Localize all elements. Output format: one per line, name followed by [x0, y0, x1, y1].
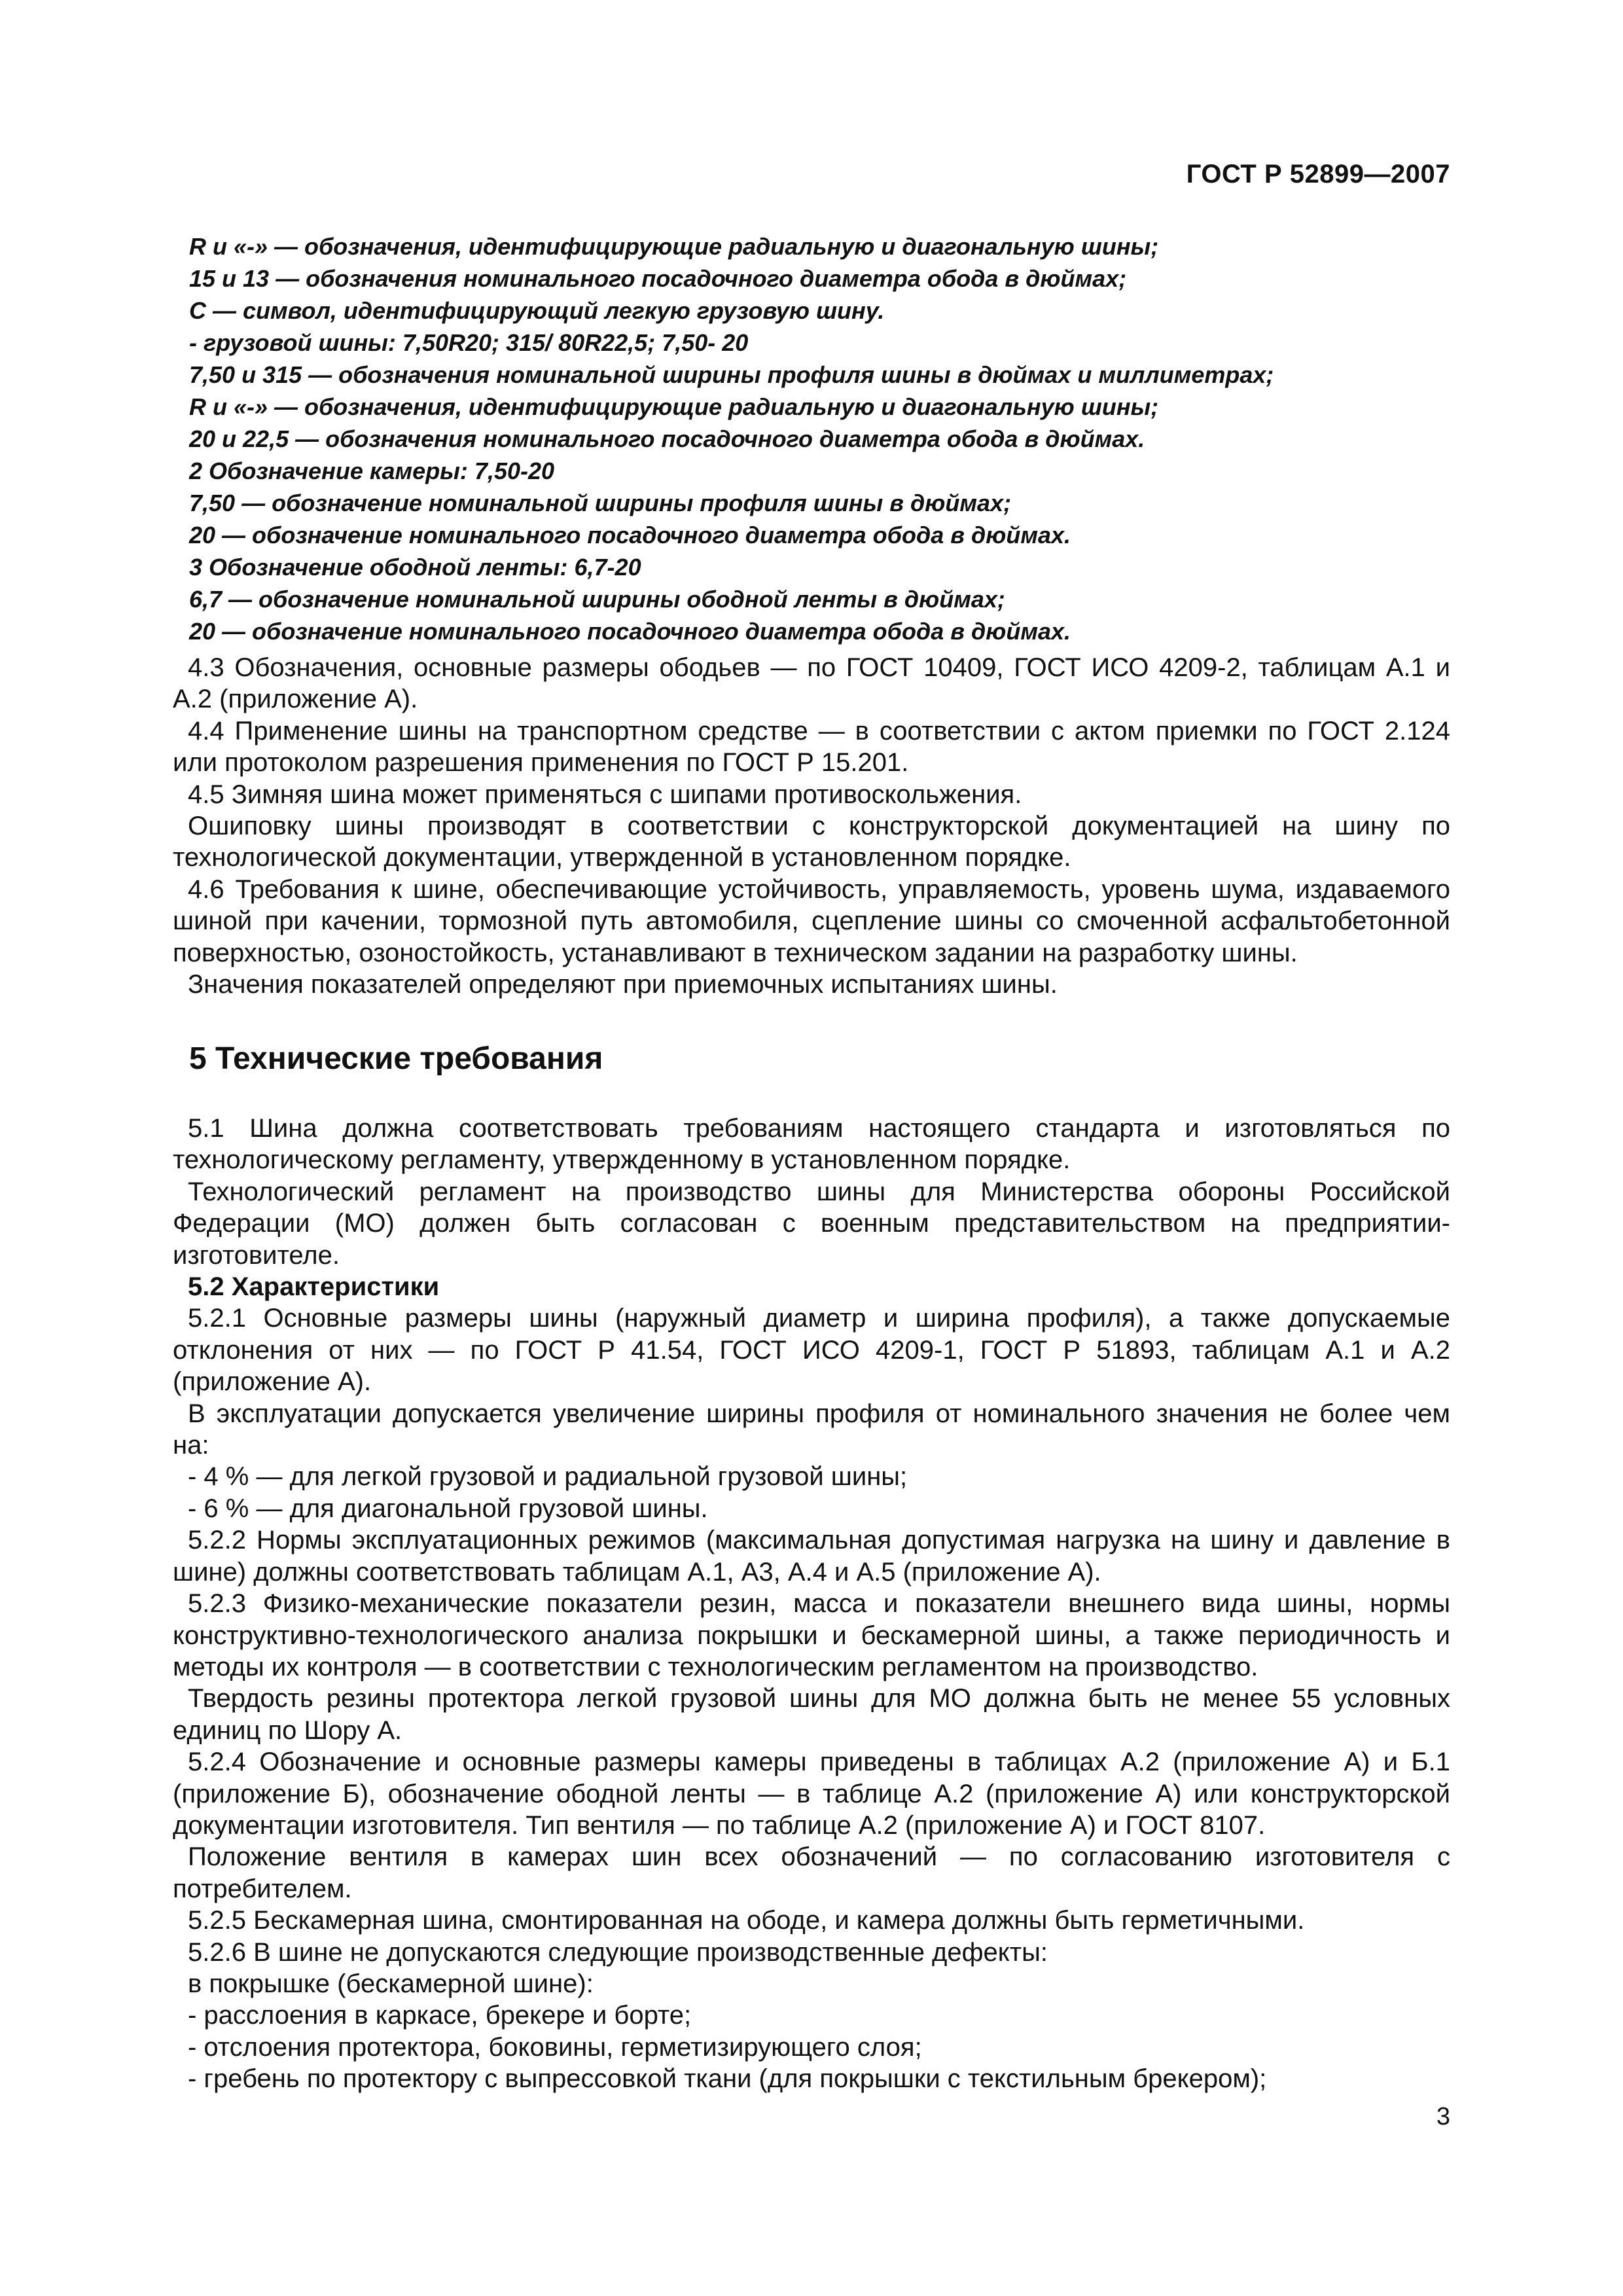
- page-number: 3: [1436, 2103, 1450, 2130]
- note-line: 20 — обозначение номинального посадочного диаметра обода в дюймах.: [189, 522, 1071, 548]
- paragraph: 4.3 Обозначения, основные размеры ободьев — по ГОСТ 10409, ГОСТ ИСО 4209-2, таблицам А.1 и А.2 (приложение А).: [173, 653, 1450, 714]
- paragraph: 5.2.4 Обозначение и основные размеры камеры приведены в таблицах А.2 (приложение А) и Б.1 (приложение Б), обозначение ободной ленты — в таблице А.2 (приложение А) или конструкторской документации изготовителя. Тип вентиля — по таблице А.2 (приложение А) и ГОСТ 8107.: [173, 1748, 1450, 1840]
- note-line: - грузовой шины: 7,50R20; 315/ 80R22,5; 7,50- 20: [189, 329, 749, 356]
- paragraph: 5.1 Шина должна соответствовать требованиям настоящего стандарта и изготовляться по технологическому регламенту, утвержденному в установленном порядке.: [173, 1114, 1450, 1175]
- list-item: - 4 % — для легкой грузовой и радиальной грузовой шины;: [188, 1462, 908, 1492]
- paragraph: 4.5 Зимняя шина может применяться с шипами противоскольжения.: [188, 780, 1022, 809]
- list-item: - 6 % — для диагональной грузовой шины.: [188, 1494, 708, 1523]
- paragraph: 5.2.1 Основные размеры шины (наружный диаметр и ширина профиля), а также допускаемые отклонения от них — по ГОСТ Р 41.54, ГОСТ ИСО 4209-1, ГОСТ Р 51893, таблицам А.1 и А.2 (приложение А).: [173, 1304, 1450, 1397]
- note-line: 6,7 — обозначение номинальной ширины ободной ленты в дюймах;: [189, 586, 1005, 613]
- list-item: - расслоения в каркасе, брекере и борте;: [188, 2001, 692, 2030]
- section-5-heading: 5 Технические требования: [189, 1041, 603, 1076]
- paragraph: Положение вентиля в камерах шин всех обозначений — по согласованию изготовителя с потребителем.: [173, 1842, 1450, 1903]
- note-line: R и «-» — обозначения, идентифицирующие радиальную и диагональную шины;: [189, 233, 1159, 260]
- note-line: 20 и 22,5 — обозначения номинального посадочного диаметра обода в дюймах.: [189, 425, 1145, 452]
- paragraph: в покрышке (бескамерной шине):: [188, 1969, 594, 1998]
- paragraph: 4.4 Применение шины на транспортном средстве — в соответствии с актом приемки по ГОСТ 2.124 или протоколом разрешения применения по ГОСТ Р 15.201.: [173, 716, 1450, 778]
- list-item: - гребень по протектору с выпрессовкой ткани (для покрышки с текстильным брекером);: [188, 2064, 1267, 2094]
- paragraph: 5.2.3 Физико-механические показатели резин, масса и показатели внешнего вида шины, нормы конструктивно-технологического анализа покрышки и бескамерной шины, а также периодичность и методы их контроля — в соответствии с технологическим регламентом на производство.: [173, 1589, 1450, 1681]
- note-line: 7,50 и 315 — обозначения номинальной ширины профиля шины в дюймах и миллиметрах;: [189, 361, 1274, 388]
- paragraph: 5.2.5 Бескамерная шина, смонтированная на ободе, и камера должны быть герметичными.: [188, 1906, 1305, 1935]
- note-line: 7,50 — обозначение номинальной ширины профиля шины в дюймах;: [189, 490, 1012, 516]
- note-line: 2 Обозначение камеры: 7,50-20: [189, 457, 555, 484]
- paragraph: 5.2.6 В шине не допускаются следующие производственные дефекты:: [188, 1937, 1048, 1967]
- paragraph: Твердость резины протектора легкой грузовой шины для МО должна быть не менее 55 условных единиц по Шору А.: [173, 1684, 1450, 1745]
- section-5-body: [173, 1113, 1450, 2095]
- paragraph: В эксплуатации допускается увеличение ширины профиля от номинального значения не более чем на:: [173, 1399, 1450, 1460]
- paragraph: Ошиповку шины производят в соответствии с конструкторской документацией на шину по технологической документации, утвержденной в установленном порядке.: [173, 812, 1450, 872]
- subsection-heading: 5.2 Характеристики: [188, 1272, 440, 1302]
- notes-list: [189, 230, 1433, 647]
- note-line: 15 и 13 — обозначения номинального посадочного диаметра обода в дюймах;: [189, 265, 1127, 292]
- paragraph: 4.6 Требования к шине, обеспечивающие устойчивость, управляемость, уровень шума, издаваемого шиной при качении, тормозной путь автомобиля, сцепление шины со смоченной асфальтобетонной поверхностью, озоностойкость, устанавливают в техническом задании на разработку шины.: [173, 874, 1450, 967]
- note-line: 3 Обозначение ободной ленты: 6,7-20: [189, 554, 641, 581]
- document-header-id: ГОСТ Р 52899—2007: [1186, 160, 1450, 188]
- paragraph: 5.2.2 Нормы эксплуатационных режимов (максимальная допустимая нагрузка на шину и давление в шине) должны соответствовать таблицам А.1, А3, А.4 и А.5 (приложение А).: [173, 1526, 1450, 1587]
- note-line: R и «-» — обозначения, идентифицирующие радиальную и диагональную шины;: [189, 393, 1159, 420]
- note-line: С — символ, идентифицирующий легкую грузовую шину.: [189, 297, 885, 324]
- list-item: - отслоения протектора, боковины, герметизирующего слоя;: [188, 2032, 922, 2062]
- paragraph: Технологический регламент на производство шины для Министерства обороны Российской Федерации (МО) должен быть согласован с военным представительством на предприятии-изготовителе.: [173, 1177, 1450, 1270]
- paragraph: Значения показателей определяют при приемочных испытаниях шины.: [188, 970, 1058, 999]
- note-line: 20 — обозначение номинального посадочного диаметра обода в дюймах.: [189, 618, 1071, 645]
- section-4-paragraphs: [173, 652, 1450, 1000]
